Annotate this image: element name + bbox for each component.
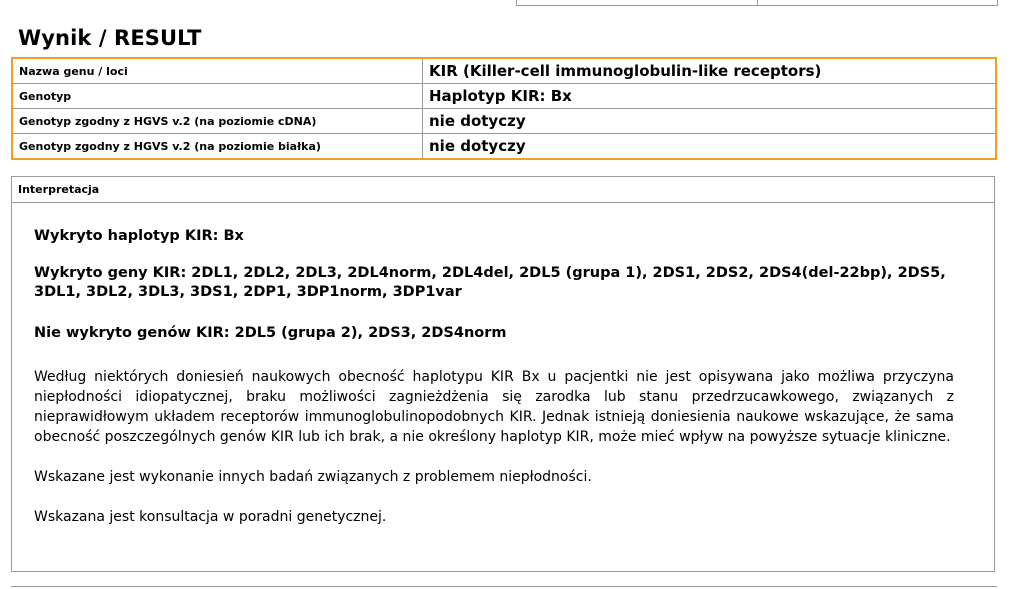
row-value-genotype: Haplotyp KIR: Bx — [423, 84, 997, 109]
detected-genes: Wykryto geny KIR: 2DL1, 2DL2, 2DL3, 2DL4norm, 2DL4del, 2DL5 (grupa 1), 2DS1, 2DS2, 2DS4(del-22bp), 2DS5, 3DL1, 3DL2, 3DL3, 3DS1, 2DP1, 3DP1norm, 3DP1var — [34, 265, 946, 300]
row-label-gene-name: Nazwa genu / loci — [12, 58, 423, 84]
table-row — [12, 134, 996, 160]
table-row — [12, 58, 996, 84]
previous-table-fragment — [516, 0, 998, 6]
interpretation-box — [11, 176, 995, 572]
recommendation-consultation: Wskazana jest konsultacja w poradni genetycznej. — [34, 509, 387, 525]
row-value-gene-name: KIR (Killer-cell immunoglobulin-like receptors) — [423, 58, 997, 84]
detected-haplotype: Wykryto haplotyp KIR: Bx — [34, 228, 244, 244]
row-value-hgvs-protein: nie dotyczy — [423, 134, 997, 160]
interpretation-header: Interpretacja — [12, 177, 994, 203]
recommendation-tests: Wskazane jest wykonanie innych badań związanych z problemem niepłodności. — [34, 469, 592, 485]
table-row — [12, 109, 996, 134]
not-detected-genes: Nie wykryto genów KIR: 2DL5 (grupa 2), 2DS3, 2DS4norm — [34, 325, 507, 341]
row-label-genotype: Genotyp — [12, 84, 423, 109]
interpretation-body — [12, 203, 994, 527]
row-label-hgvs-cdna: Genotyp zgodny z HGVS v.2 (na poziomie cDNA) — [12, 109, 423, 134]
result-table — [11, 57, 997, 160]
interpretation-paragraph: Według niektórych doniesień naukowych obecność haplotypu KIR Bx u pacjentki nie jest opisywana jako możliwa przyczyna niepłodności idiopatycznej, braku możliwości zagnieżdżenia się zarodka lub stanu przedrzucawkowego, związanych z nieprawidłowym układem receptorów immunoglobulinopodobnych KIR. Jednak istnieją doniesienia naukowe wskazujące, że sama obecność poszczególnych genów KIR lub ich brak, a nie określony haplotyp KIR, może mieć wpływ na powyższe sytuacje kliniczne. — [34, 369, 954, 445]
table-row — [12, 84, 996, 109]
row-label-hgvs-protein: Genotyp zgodny z HGVS v.2 (na poziomie białka) — [12, 134, 423, 160]
previous-table-divider — [757, 0, 758, 5]
row-value-hgvs-cdna: nie dotyczy — [423, 109, 997, 134]
section-title: Wynik / RESULT — [18, 26, 202, 50]
bottom-divider — [11, 586, 997, 587]
